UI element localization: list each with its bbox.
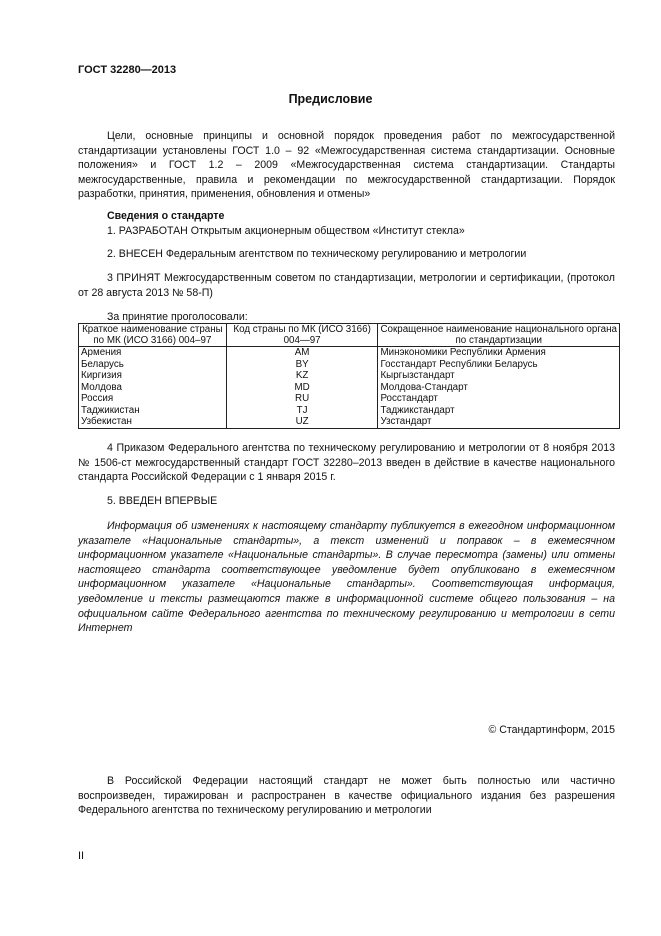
- page-title: Предисловие: [288, 92, 373, 106]
- item-3: 3 ПРИНЯТ Межгосударственным советом по стандартизации, метрологии и сертификации, (протокол от 28 августа 2013 № 58-П): [78, 272, 615, 299]
- votes-table: [78, 323, 620, 429]
- item-4-block: [78, 441, 615, 485]
- body-cell: Госстандарт Республики Беларусь: [378, 359, 620, 371]
- table-header-row: [79, 324, 620, 347]
- code-cell: TJ: [226, 405, 378, 417]
- info-heading: Сведения о стандарте: [107, 210, 225, 222]
- item-4: 4 Приказом Федерального агентства по техническому регулированию и метрологии от 8 ноября 2013 № 1506-ст межгосударственный стандарт ГОСТ 32280–2013 введен в действие в качестве национального стандарта Российской Федерации с 1 января 2015 г.: [78, 442, 615, 484]
- country-cell: Узбекистан: [79, 416, 227, 428]
- document-code: ГОСТ 32280—2013: [78, 64, 177, 76]
- code-cell: RU: [226, 393, 378, 405]
- country-cell: Армения: [79, 347, 227, 359]
- table-row: [79, 359, 620, 371]
- table-row: [79, 393, 620, 405]
- item-2: 2. ВНЕСЕН Федеральным агентством по техническому регулированию и метрологии: [107, 248, 527, 260]
- body-cell: Минэкономики Республики Армения: [378, 347, 620, 359]
- code-cell: BY: [226, 359, 378, 371]
- reproduction-text: В Российской Федерации настоящий стандарт не может быть полностью или частично воспроизведен, тиражирован и распространен в качестве официального издания без разрешения Федерального агентства по техническому регулированию и метрологии: [78, 775, 615, 817]
- country-cell: Киргизия: [79, 370, 227, 382]
- item-5: 5. ВВЕДЕН ВПЕРВЫЕ: [107, 495, 218, 507]
- table-row: [79, 405, 620, 417]
- item-5-block: [78, 494, 615, 509]
- table-header-country: Краткое наименование страны по МК (ИСО 3166) 004–97: [79, 324, 227, 347]
- code-cell: MD: [226, 382, 378, 394]
- intro-paragraph: [78, 129, 615, 202]
- item-2-block: [78, 247, 615, 262]
- item-1: 1. РАЗРАБОТАН Открытым акционерным обществом «Институт стекла»: [107, 224, 465, 237]
- reproduction-block: [78, 774, 615, 818]
- info-section: [78, 209, 615, 238]
- notice-text: Информация об изменениях к настоящему стандарту публикуется в ежегодном информационном указателе «Национальные стандарты», а текст изменений и поправок – в ежемесячном информационном указателе «Национальные стандарты». В случае пересмотра (замены) или отмены настоящего стандарта соответствующее уведомление будет опубликовано в ежемесячном информационном указателе «Национальные стандарты». Соответствующая информация, уведомление и тексты размещаются также в информационной системе общего пользования – на официальном сайте Федерального агентства по техническому регулированию и метрологии в сети Интернет: [78, 520, 615, 635]
- body-cell: Кыргызстандарт: [378, 370, 620, 382]
- body-cell: Росстандарт: [378, 393, 620, 405]
- country-cell: Таджикистан: [79, 405, 227, 417]
- country-cell: Беларусь: [79, 359, 227, 371]
- notice-block: [78, 519, 615, 636]
- page-number: II: [78, 850, 85, 862]
- country-cell: Молдова: [79, 382, 227, 394]
- code-cell: KZ: [226, 370, 378, 382]
- intro-text: Цели, основные принципы и основной порядок проведения работ по межгосударственной стандартизации установлены ГОСТ 1.0 – 92 «Межгосударственная система стандартизации. Основные положения» и ГОСТ 1.2 – 2009 «Межгосударственная система стандартизации. Стандарты межгосударственные, правила и рекомендации по межгосударственной стандартизации. Порядок разработки, принятия, применения, обновления и отмены»: [78, 130, 615, 201]
- code-cell: AM: [226, 347, 378, 359]
- votes-label: За принятие проголосовали:: [107, 311, 248, 323]
- table-header-code: Код страны по МК (ИСО 3166) 004—97: [226, 324, 378, 347]
- body-cell: Молдова-Стандарт: [378, 382, 620, 394]
- code-cell: UZ: [226, 416, 378, 428]
- table-row: [79, 382, 620, 394]
- table-row: [79, 370, 620, 382]
- table-row: [79, 416, 620, 428]
- table-header-body: Сокращенное наименование национального органа по стандартизации: [378, 324, 620, 347]
- body-cell: Узстандарт: [378, 416, 620, 428]
- country-cell: Россия: [79, 393, 227, 405]
- body-cell: Таджикстандарт: [378, 405, 620, 417]
- table-row: [79, 347, 620, 359]
- copyright: © Стандартинформ, 2015: [488, 724, 615, 736]
- item-3-block: [78, 271, 615, 300]
